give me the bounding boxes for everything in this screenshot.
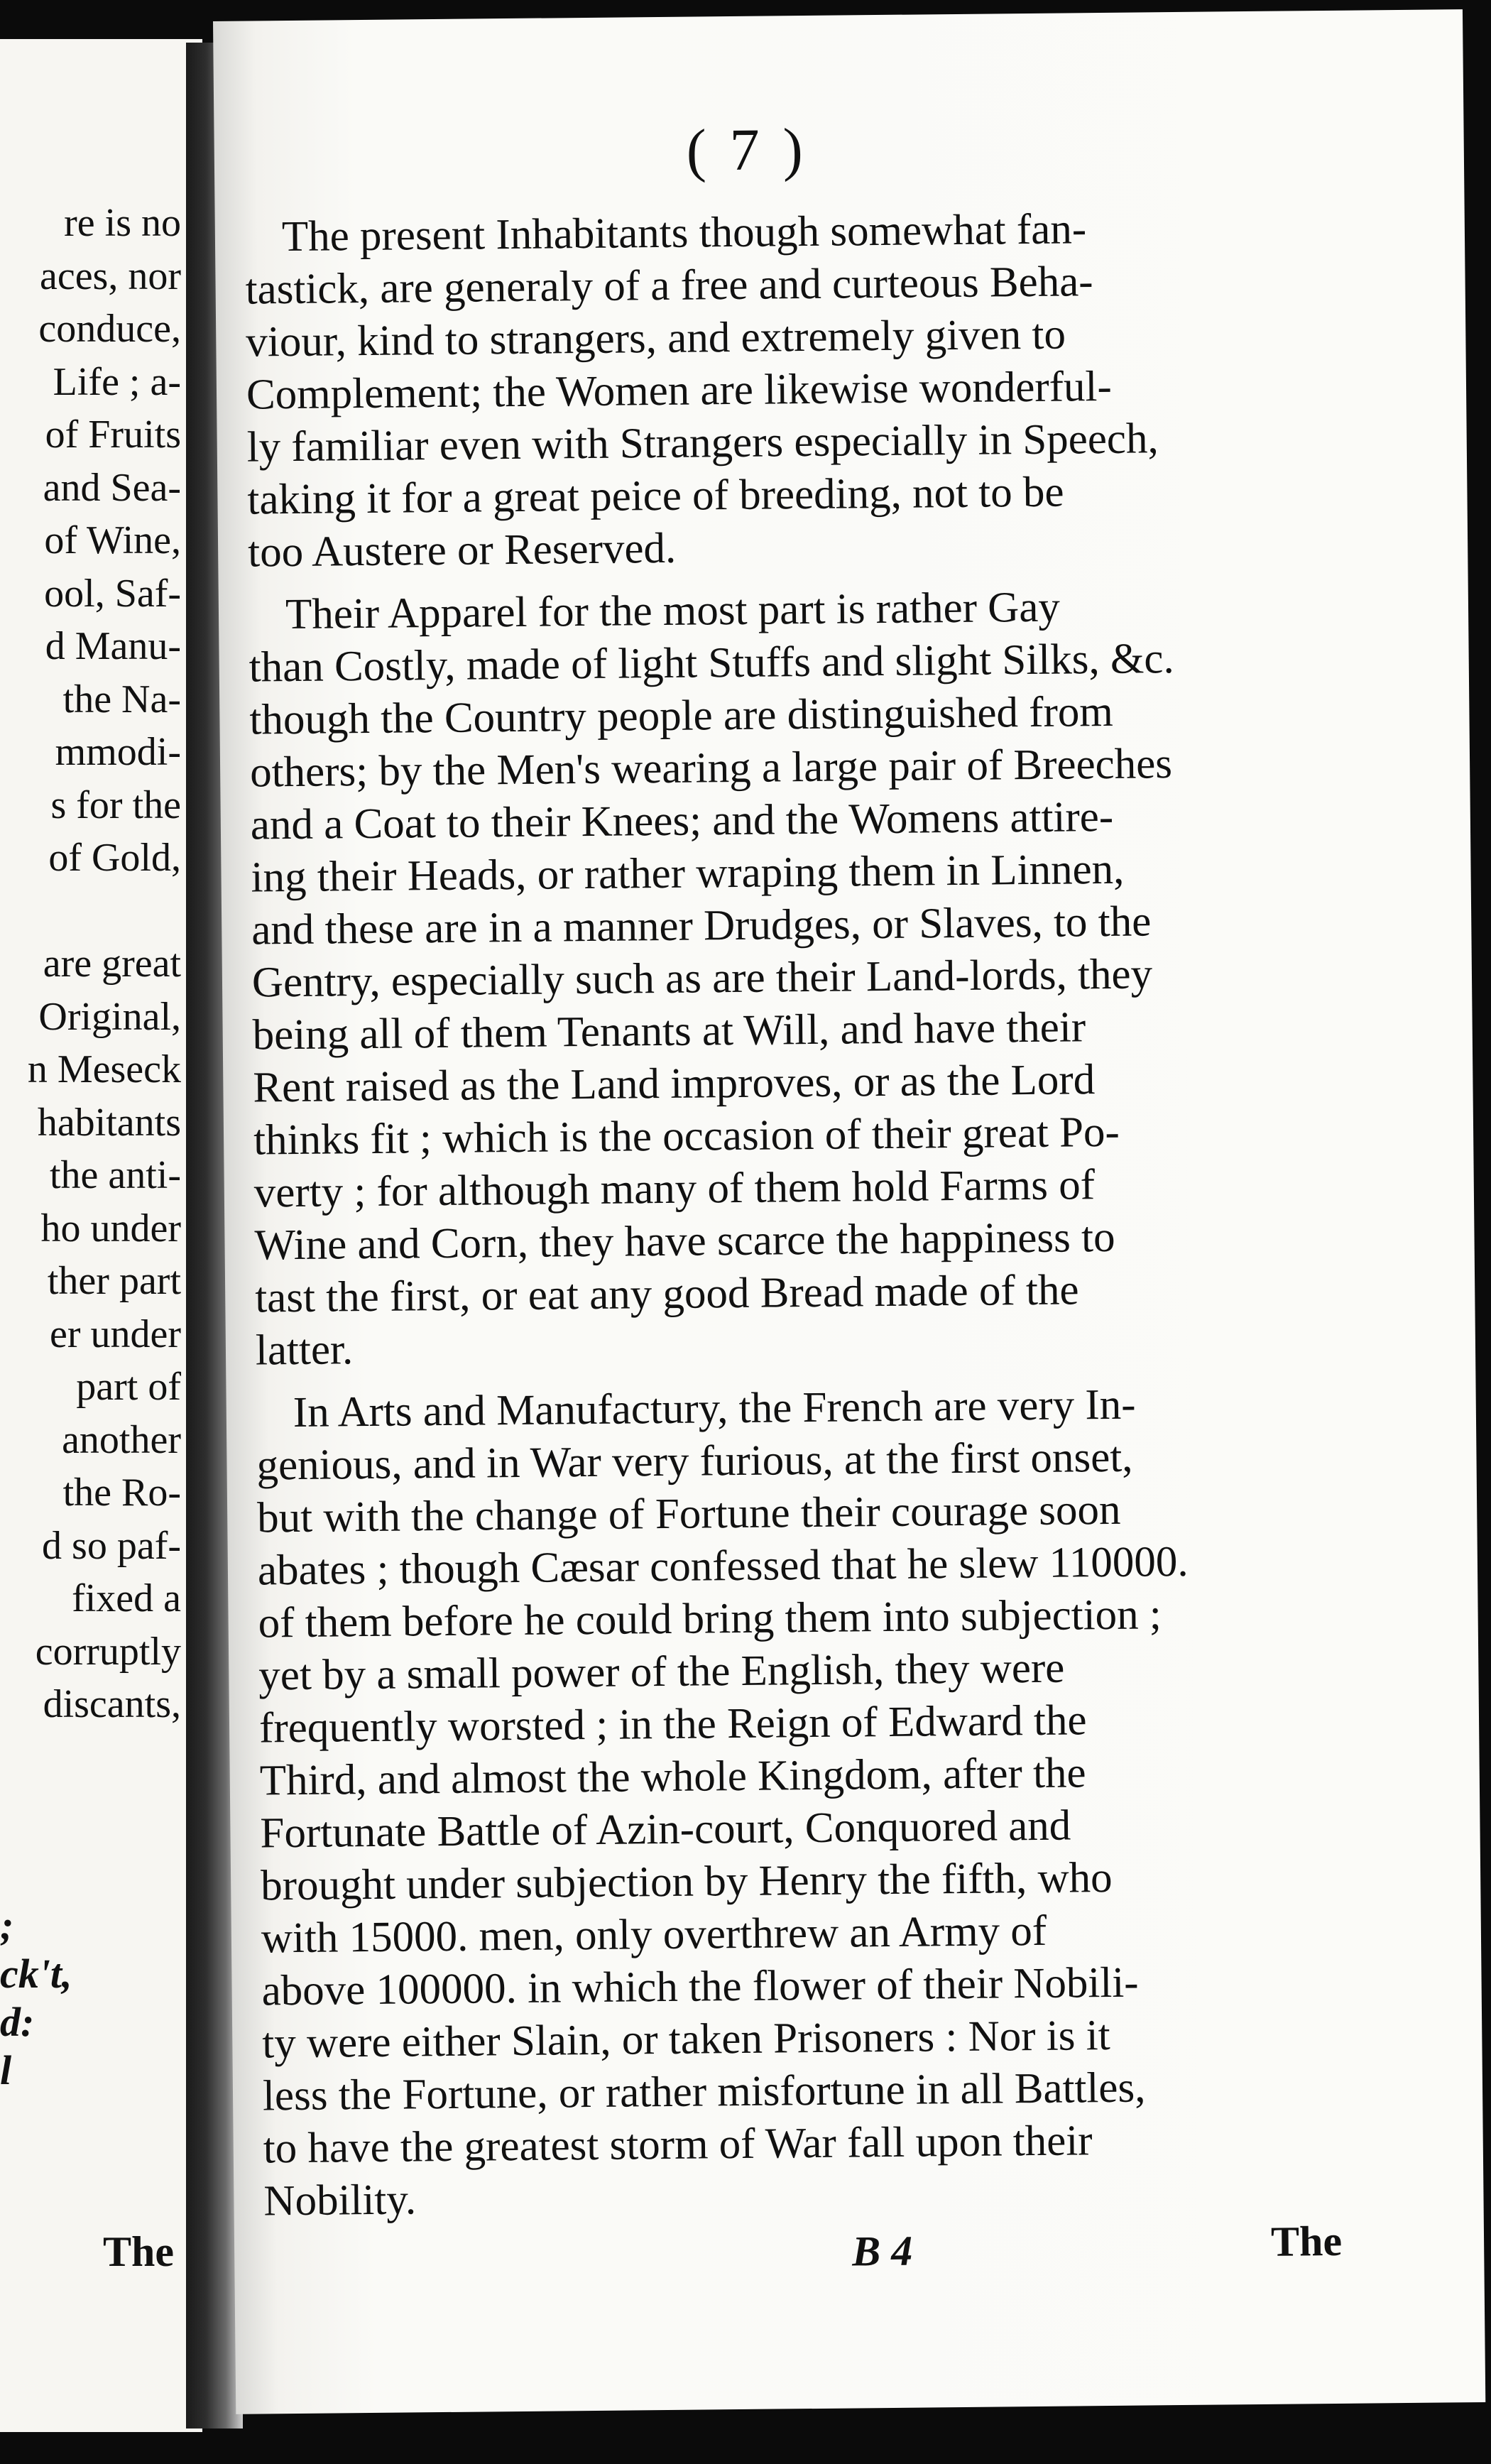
- text-line: latter.: [255, 1326, 354, 1375]
- text-line: Their Apparel for the most part is rather Gay: [285, 583, 1061, 639]
- text-line: Rent raised as the Land improves, or as the Lord: [253, 1056, 1096, 1112]
- page-body-text: [245, 201, 1350, 2238]
- text-line: Third, and almost the whole Kingdom, after the: [259, 1749, 1086, 1805]
- text-line: frequently worsted ; in the Reign of Edward the: [258, 1696, 1087, 1752]
- text-line: Nobility.: [263, 2176, 417, 2225]
- facing-page-text: [28, 197, 181, 1731]
- facing-page-lower-fragments: [0, 1902, 92, 2095]
- printer-signature-mark: B 4: [851, 2227, 913, 2275]
- facing-page-line: n Meseck: [27, 1047, 181, 1091]
- text-line: tastick, are generaly of a free and curteous Beha-: [245, 258, 1093, 314]
- facing-page-line: part of: [76, 1365, 181, 1409]
- facing-page-line: ho under: [40, 1206, 181, 1250]
- facing-page-line: fixed a: [72, 1576, 181, 1620]
- text-line: ly familiar even with Strangers especially in Speech,: [246, 415, 1159, 471]
- facing-page-fragment: d:: [0, 1999, 35, 2045]
- text-line: yet by a small power of the English, they were: [258, 1644, 1065, 1700]
- facing-page-line: Original,: [38, 994, 181, 1039]
- facing-page-line: of Wine,: [44, 518, 181, 562]
- facing-page-line: habitants: [37, 1100, 181, 1145]
- facing-page-line: ther part: [47, 1259, 181, 1303]
- page-number: ( 7 ): [686, 116, 808, 184]
- facing-page-line: [28, 885, 181, 938]
- facing-page-line: the Na-: [62, 677, 181, 721]
- facing-page-line: ool, Saf-: [44, 571, 181, 616]
- paragraph: [256, 1377, 1350, 2228]
- facing-page-left: [0, 39, 202, 2432]
- text-line: than Costly, made of light Stuffs and slight Silks, &c.: [248, 635, 1175, 692]
- text-line: thinks fit ; which is the occasion of their great Po-: [253, 1108, 1120, 1165]
- text-line: though the Country people are distinguished from: [249, 687, 1114, 744]
- facing-page-line: another: [62, 1417, 181, 1462]
- facing-page-fragment: l: [0, 2047, 12, 2093]
- text-line: verty ; for although many of them hold Farms of: [253, 1161, 1096, 1217]
- text-line: In Arts and Manufactury, the French are very In-: [293, 1380, 1136, 1437]
- text-line: with 15000. men, only overthrew an Army of: [261, 1907, 1047, 1963]
- facing-page-fragment: ;: [0, 1902, 14, 1948]
- facing-page-line: d Manu-: [45, 624, 181, 668]
- facing-page-line: d so paf-: [42, 1523, 181, 1568]
- facing-page-line: mmodi-: [55, 730, 181, 774]
- text-line: to have the greatest storm of War fall upon their: [263, 2117, 1093, 2173]
- text-line: Complement; the Women are likewise wonderful-: [246, 362, 1113, 419]
- facing-page-line: s for the: [50, 783, 181, 827]
- text-line: less the Fortune, or rather misfortune in all Battles,: [262, 2064, 1146, 2120]
- text-line: abates ; though Cæsar confessed that he slew 110000.: [257, 1537, 1189, 1595]
- facing-page-line: and Sea-: [43, 465, 181, 510]
- catchword: The: [1270, 2217, 1343, 2265]
- facing-page-fragment: ck't,: [0, 1951, 72, 1997]
- facing-page-line: corruptly: [35, 1629, 181, 1674]
- facing-page-line: are great: [43, 942, 181, 986]
- facing-page-line: the Ro-: [62, 1471, 181, 1515]
- text-line: too Austere or Reserved.: [247, 524, 677, 577]
- facing-page-line: the anti-: [49, 1153, 181, 1197]
- text-line: being all of them Tenants at Will, and have their: [252, 1003, 1086, 1059]
- text-line: and a Coat to their Knees; and the Womens attire-: [250, 792, 1114, 849]
- page-right: [213, 9, 1485, 2414]
- facing-page-line: of Fruits: [45, 413, 181, 457]
- text-line: tast the first, or eat any good Bread made of the: [254, 1266, 1079, 1322]
- text-line: and these are in a manner Drudges, or Slaves, to the: [251, 898, 1152, 954]
- text-line: others; by the Men's wearing a large pair of Breeches: [249, 740, 1173, 797]
- facing-page-line: er under: [49, 1312, 181, 1356]
- paragraph: [245, 201, 1335, 579]
- facing-page-line: conduce,: [38, 307, 181, 351]
- text-line: genious, and in War very furious, at the first onset,: [256, 1433, 1133, 1490]
- text-line: above 100000. in which the flower of their Nobili-: [261, 1958, 1139, 2015]
- text-line: of them before he could bring them into subjection ;: [258, 1591, 1162, 1647]
- facing-page-catchword: The: [102, 2228, 174, 2275]
- text-line: Fortunate Battle of Azin-court, Conquored and: [260, 1801, 1071, 1858]
- text-line: ty were either Slain, or taken Prisoners : Nor is it: [262, 2012, 1110, 2068]
- text-line: but with the change of Fortune their courage soon: [256, 1486, 1121, 1542]
- text-line: taking it for a great peice of breeding, not to be: [247, 468, 1064, 524]
- page-footer: [234, 2217, 1343, 2290]
- facing-page-line: re is no: [64, 201, 181, 245]
- text-line: ing their Heads, or rather wraping them in Linnen,: [251, 845, 1125, 902]
- facing-page-line: aces, nor: [39, 254, 181, 298]
- facing-page-line: of Gold,: [48, 836, 181, 880]
- text-line: Wine and Corn, they have scarce the happiness to: [254, 1213, 1115, 1270]
- facing-page-line: Life ; a-: [53, 359, 181, 404]
- facing-page-line: discants,: [43, 1682, 181, 1726]
- text-line: viour, kind to strangers, and extremely given to: [246, 310, 1066, 366]
- text-line: The present Inhabitants though somewhat fan-: [281, 205, 1087, 261]
- paragraph: [248, 579, 1343, 1378]
- text-line: brought under subjection by Henry the fifth, who: [260, 1853, 1113, 1910]
- text-line: Gentry, especially such as are their Land-lords, they: [251, 950, 1153, 1007]
